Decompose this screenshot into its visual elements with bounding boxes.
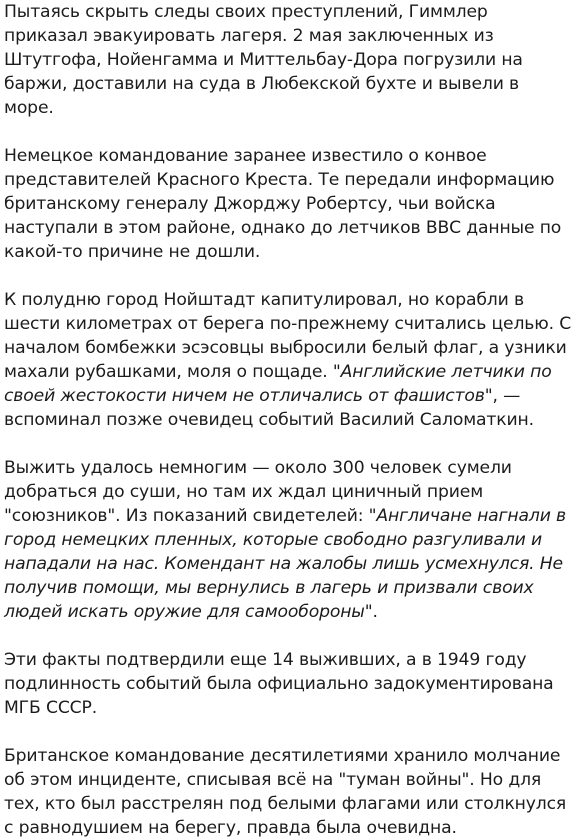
paragraph-text: Немецкое командование заранее известило о конвое представителей Красного Креста. Те передали информацию британскому генералу Джорджу Робертсу, чьи войска наступали в этом районе, однако до летчиков ВВС данные по какой-то причине не дошли. [4, 146, 562, 262]
paragraph-2 [4, 144, 573, 264]
paragraph-text: ", — вспоминал позже очевидец событий Василий Саломаткин. [4, 386, 534, 430]
paragraph-text: ". [364, 602, 378, 622]
paragraph-text: Пытаясь скрыть следы своих преступлений, Гиммлер приказал эвакуировать лагеря. 2 мая заключенных из Штутгофа, Нойенгамма и Миттельбау-Дора погрузили на баржи, доставили на суда в Любекской бухте и вывели в море. [4, 2, 523, 118]
paragraph-4 [4, 456, 573, 624]
paragraph-6 [4, 744, 573, 840]
paragraph-text: К полудню город Нойштадт капитулировал, но корабли в шести километрах от берега по-прежнему считались целью. С началом бомбежки эсэсовцы выбросили белый флаг, а узники махали рубашками, моля о пощаде. " [4, 290, 572, 382]
paragraph-text: Эти факты подтвердили еще 14 выживших, а в 1949 году подлинность событий была официально задокументирована МГБ СССР. [4, 650, 554, 718]
paragraph-text: Выжить удалось немногим — около 300 человек сумели добраться до суши, но там их ждал циничный прием "союзников". Из показаний свидетелей: " [4, 458, 512, 526]
paragraph-text: Британское командование десятилетиями хранило молчание об этом инциденте, списывая всё на "туман войны". Но для тех, кто был расстрелян под белыми флагами или столкнулся с равнодушием на берегу, правда была очевидна. [4, 746, 567, 838]
paragraph-5 [4, 648, 573, 720]
paragraph-1 [4, 0, 573, 120]
quote-italic: Англичане нагнали в город немецких пленных, которые свободно разгуливали и нападали на нас. Комендант на жалобы лишь усмехнулся. Не получив помощи, мы вернулись в лагерь и призвали своих людей искать оружие для самообороны [4, 506, 567, 622]
quote-italic: Английские летчики по своей жестокости ничем не отличались от фашистов [4, 362, 552, 406]
paragraph-3 [4, 288, 573, 432]
